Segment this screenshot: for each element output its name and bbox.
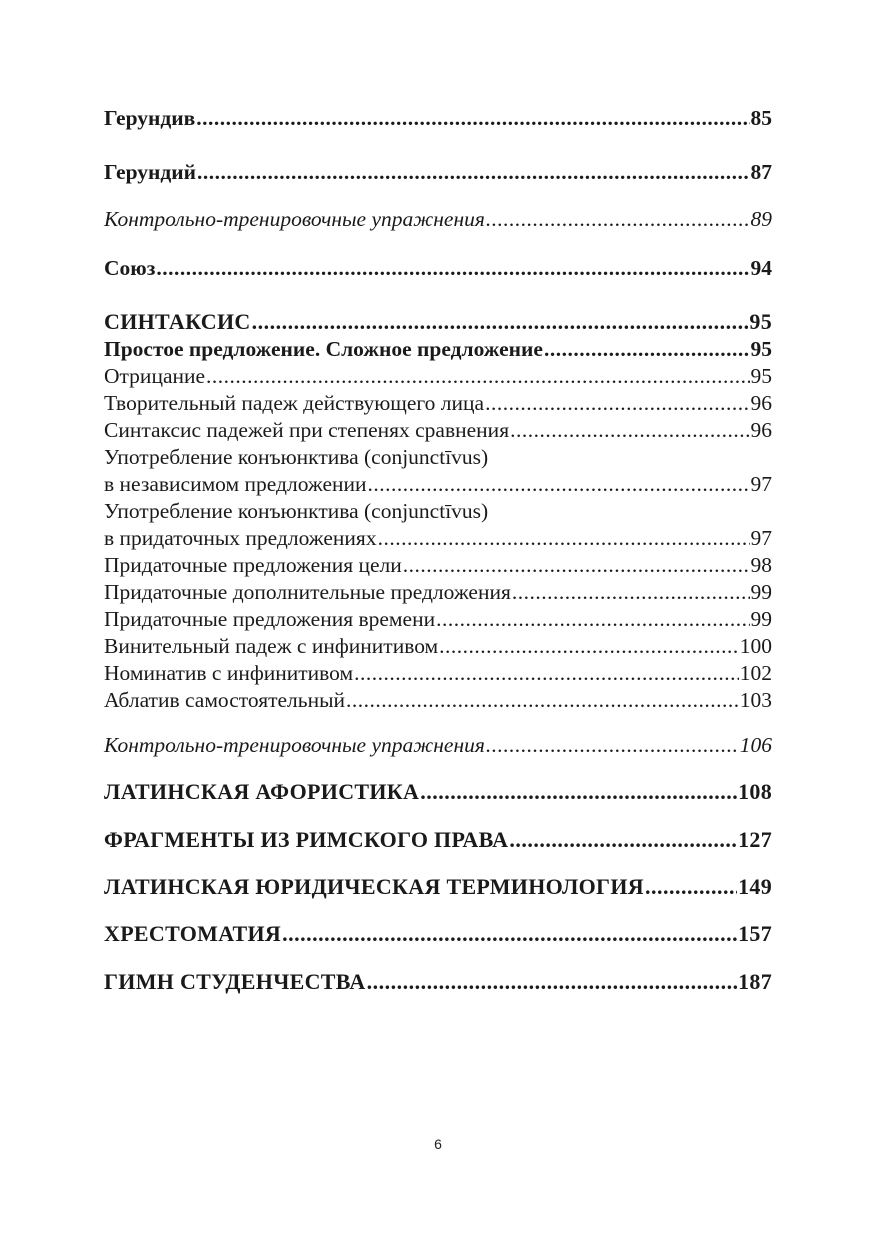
toc-entry-title: Контрольно-тренировочные упражнения	[104, 733, 485, 757]
toc-entry-exercises[interactable]	[104, 731, 772, 759]
dot-leader	[252, 308, 749, 336]
toc-entry-konj-nezav[interactable]	[104, 470, 772, 498]
dot-leader	[486, 205, 750, 233]
page-number: 6	[434, 1136, 442, 1152]
toc-entry-page: 127	[738, 827, 772, 852]
dot-leader	[512, 578, 750, 606]
dot-leader	[196, 104, 749, 132]
toc-entry-tvoritelny[interactable]	[104, 389, 772, 417]
toc-section-hrestomatiya[interactable]	[104, 920, 772, 948]
toc-entry-page: 187	[738, 969, 772, 994]
toc-entry-page: 149	[738, 874, 772, 899]
toc-entry-title: СИНТАКСИС	[104, 309, 251, 334]
toc-entry-title: Контрольно-тренировочные упражнения	[104, 207, 485, 231]
toc-entry-konj-pridat-line1[interactable]: Употребление конъюнктива (conjunctīvus)	[104, 499, 489, 523]
toc-entry-gerundiy[interactable]	[104, 158, 772, 186]
dot-leader	[346, 686, 739, 714]
toc-entry-page: 96	[750, 391, 772, 415]
dot-leader	[378, 524, 750, 552]
toc-entry-title: в придаточных предложениях	[104, 526, 377, 550]
toc-entry-page: 99	[750, 607, 772, 631]
toc-entry-title: Аблатив самостоятельный	[104, 688, 346, 712]
toc-entry-title: Придаточные предложения времени	[104, 607, 436, 631]
dot-leader	[544, 335, 750, 363]
dot-leader	[403, 551, 750, 579]
toc-entry-title: ЛАТИНСКАЯ АФОРИСТИКА	[104, 779, 420, 804]
toc-entry-prostoe[interactable]	[104, 335, 772, 363]
toc-entry-page: 108	[738, 779, 772, 804]
toc-entry-vremeni[interactable]	[104, 605, 772, 633]
toc-entry-title: Номинатив с инфинитивом	[104, 661, 354, 685]
toc-entry-soyuz[interactable]	[104, 254, 772, 282]
toc-section-fragmenty[interactable]	[104, 826, 772, 854]
toc-entry-page: 87	[750, 160, 772, 184]
dot-leader	[197, 158, 749, 186]
toc-entry-title: ФРАГМЕНТЫ ИЗ РИМСКОГО ПРАВА	[104, 827, 509, 852]
toc-entry-title: Синтаксис падежей при степенях сравнения	[104, 418, 510, 442]
dot-leader	[354, 659, 739, 687]
toc-entry-title: Герундив	[104, 106, 196, 130]
dot-leader	[485, 389, 749, 417]
toc-entry-title: Отрицание	[104, 364, 206, 388]
dot-leader	[206, 362, 749, 390]
toc-entry-page: 106	[739, 733, 772, 757]
toc-entry-page: 95	[749, 309, 772, 334]
dot-leader	[156, 254, 749, 282]
dot-leader	[645, 873, 737, 901]
toc-section-sintaksis[interactable]	[104, 308, 772, 336]
dot-leader	[486, 731, 739, 759]
toc-entry-page: 85	[750, 106, 772, 130]
toc-entry-title: Союз	[104, 256, 156, 280]
toc-entry-konj-nezav-line1[interactable]: Употребление конъюнктива (conjunctīvus)	[104, 445, 489, 469]
toc-entry-page: 97	[750, 526, 772, 550]
dot-leader	[368, 470, 750, 498]
dot-leader	[510, 416, 749, 444]
toc-entry-otricanie[interactable]	[104, 362, 772, 390]
toc-entry-page: 102	[739, 661, 772, 685]
dot-leader	[420, 778, 737, 806]
toc-entry-dopolnit[interactable]	[104, 578, 772, 606]
dot-leader	[439, 632, 739, 660]
dot-leader	[282, 920, 737, 948]
dot-leader	[436, 605, 749, 633]
toc-entry-title: в независимом предложении	[104, 472, 367, 496]
toc-entry-page: 99	[750, 580, 772, 604]
toc-entry-sravnenie[interactable]	[104, 416, 772, 444]
toc-entry-title: Придаточные предложения цели	[104, 553, 402, 577]
toc-entry-gerundiv[interactable]	[104, 104, 772, 132]
toc-entry-vinitelny[interactable]	[104, 632, 772, 660]
toc-section-terminologiya[interactable]	[104, 873, 772, 901]
table-of-contents	[104, 0, 772, 1100]
toc-entry-title: ЛАТИНСКАЯ ЮРИДИЧЕСКАЯ ТЕРМИНОЛОГИЯ	[104, 874, 644, 899]
toc-entry-page: 100	[739, 634, 772, 658]
toc-entry-page: 95	[750, 364, 772, 388]
toc-entry-title: Винительный падеж с инфинитивом	[104, 634, 439, 658]
dot-leader	[509, 826, 737, 854]
toc-entry-title: Простое предложение. Сложное предложение	[104, 337, 543, 361]
toc-entry-page: 97	[750, 472, 772, 496]
toc-entry-nominativ[interactable]	[104, 659, 772, 687]
toc-entry-konj-pridat[interactable]	[104, 524, 772, 552]
toc-entry-title: ХРЕСТОМАТИЯ	[104, 921, 282, 946]
toc-entry-page: 98	[750, 553, 772, 577]
toc-entry-page: 157	[738, 921, 772, 946]
dot-leader	[367, 968, 738, 996]
toc-entry-page: 103	[739, 688, 772, 712]
toc-section-aforistika[interactable]	[104, 778, 772, 806]
toc-entry-page: 89	[750, 207, 772, 231]
toc-entry-exercises[interactable]	[104, 205, 772, 233]
toc-entry-ablativ[interactable]	[104, 686, 772, 714]
toc-entry-title: Герундий	[104, 160, 197, 184]
toc-entry-page: 95	[750, 337, 772, 361]
toc-entry-page: 94	[750, 256, 772, 280]
toc-entry-page: 96	[750, 418, 772, 442]
toc-entry-title: Придаточные дополнительные предложения	[104, 580, 511, 604]
toc-entry-title: ГИМН СТУДЕНЧЕСТВА	[104, 969, 366, 994]
toc-entry-title: Творительный падеж действующего лица	[104, 391, 485, 415]
toc-entry-celi[interactable]	[104, 551, 772, 579]
toc-section-gimn[interactable]	[104, 968, 772, 996]
